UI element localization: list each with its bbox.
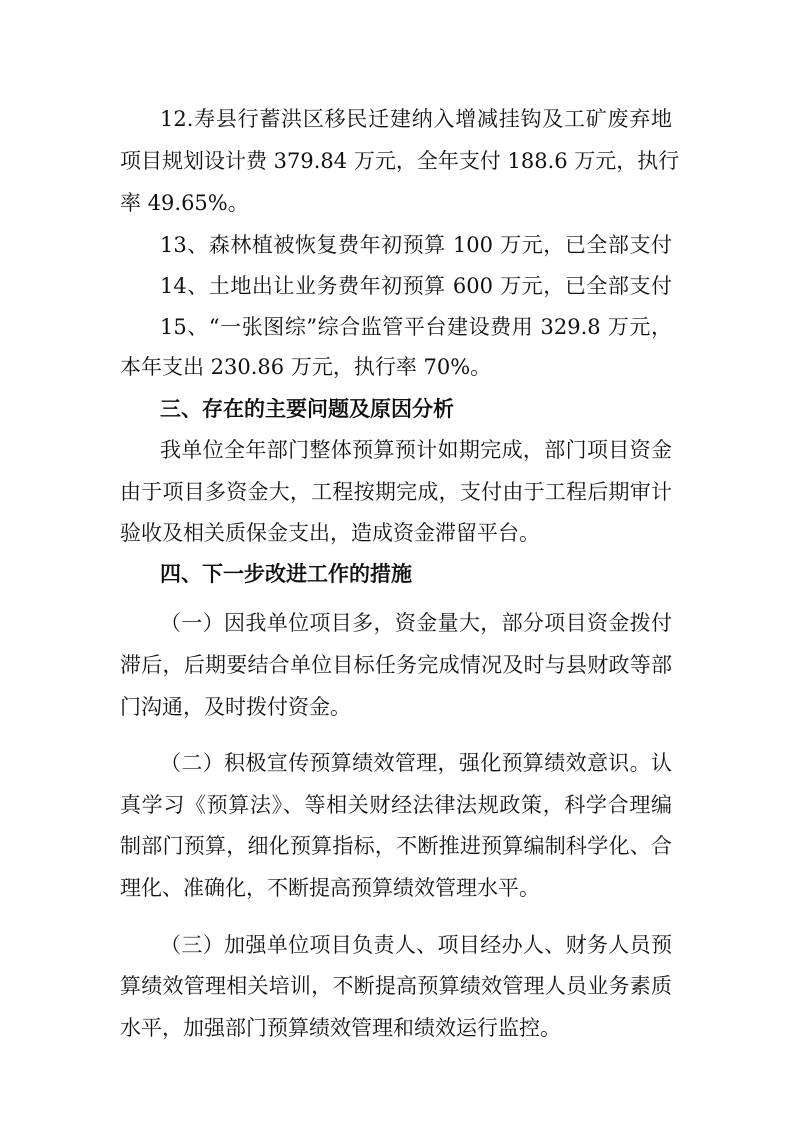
section-3-heading: 三、存在的主要问题及原因分析 <box>160 396 454 421</box>
text-line <box>0 99 793 139</box>
text-line <box>0 430 793 470</box>
item-12-line-1: 12.寿县行蓄洪区移民迁建纳入增减挂钩及工矿废弃地 <box>160 107 672 131</box>
item-12-line-3: 率 49.65%。 <box>120 191 249 215</box>
measure-2-line-4: 理化、准确化，不断提高预算绩效管理水平。 <box>120 876 540 900</box>
text-line <box>0 307 793 347</box>
section-3-para-line-3: 验收及相关质保金支出，造成资金滞留平台。 <box>120 521 540 545</box>
measure-3-line-1: （三）加强单位项目负责人、项目经办人、财务人员预 <box>160 933 672 957</box>
section-3-para-line-2: 由于项目多资金大，工程按期完成，支付由于工程后期审计 <box>120 480 672 504</box>
section-heading <box>0 554 793 594</box>
item-14: 14、土地出让业务费年初预算 600 万元，已全部支付 <box>160 274 672 298</box>
measure-2-line-1: （二）积极宣传预算绩效管理，强化预算绩效意识。认 <box>160 751 672 775</box>
measure-1-line-3: 门沟通，及时拨付资金。 <box>120 695 351 719</box>
measure-2-line-3: 制部门预算，细化预算指标，不断推进预算编制科学化、合 <box>120 834 672 858</box>
measure-1-line-1: （一）因我单位项目多，资金量大，部分项目资金拨付 <box>160 611 672 635</box>
text-line <box>0 743 793 783</box>
section-heading <box>0 389 793 429</box>
text-line <box>0 687 793 727</box>
item-15-line-2: 本年支出 230.86 万元，执行率 70%。 <box>120 355 492 379</box>
text-line <box>0 513 793 553</box>
text-line <box>0 1008 793 1048</box>
text-line <box>0 826 793 866</box>
section-3-para-line-1: 我单位全年部门整体预算预计如期完成，部门项目资金 <box>160 438 672 462</box>
item-12-line-2: 项目规划设计费 379.84 万元，全年支付 188.6 万元，执行 <box>120 149 680 173</box>
text-line <box>0 925 793 965</box>
text-line <box>0 225 793 265</box>
measure-3-line-2: 算绩效管理相关培训，不断提高预算绩效管理人员业务素质 <box>120 974 672 998</box>
text-line <box>0 868 793 908</box>
section-4-heading: 四、下一步改进工作的措施 <box>160 561 412 586</box>
text-line <box>0 785 793 825</box>
text-line <box>0 266 793 306</box>
measure-3-line-3: 水平，加强部门预算绩效管理和绩效运行监控。 <box>120 1016 561 1040</box>
text-line <box>0 183 793 223</box>
item-13: 13、森林植被恢复费年初预算 100 万元，已全部支付 <box>160 233 672 257</box>
measure-2-line-2: 真学习《预算法》、等相关财经法律法规政策，科学合理编 <box>120 793 672 817</box>
text-line <box>0 645 793 685</box>
text-line <box>0 472 793 512</box>
text-line <box>0 966 793 1006</box>
text-line <box>0 347 793 387</box>
measure-1-line-2: 滞后，后期要结合单位目标任务完成情况及时与县财政等部 <box>120 653 672 677</box>
text-line <box>0 141 793 181</box>
item-15-line-1: 15、“一张图综”综合监管平台建设费用 329.8 万元， <box>160 315 672 339</box>
text-line <box>0 603 793 643</box>
